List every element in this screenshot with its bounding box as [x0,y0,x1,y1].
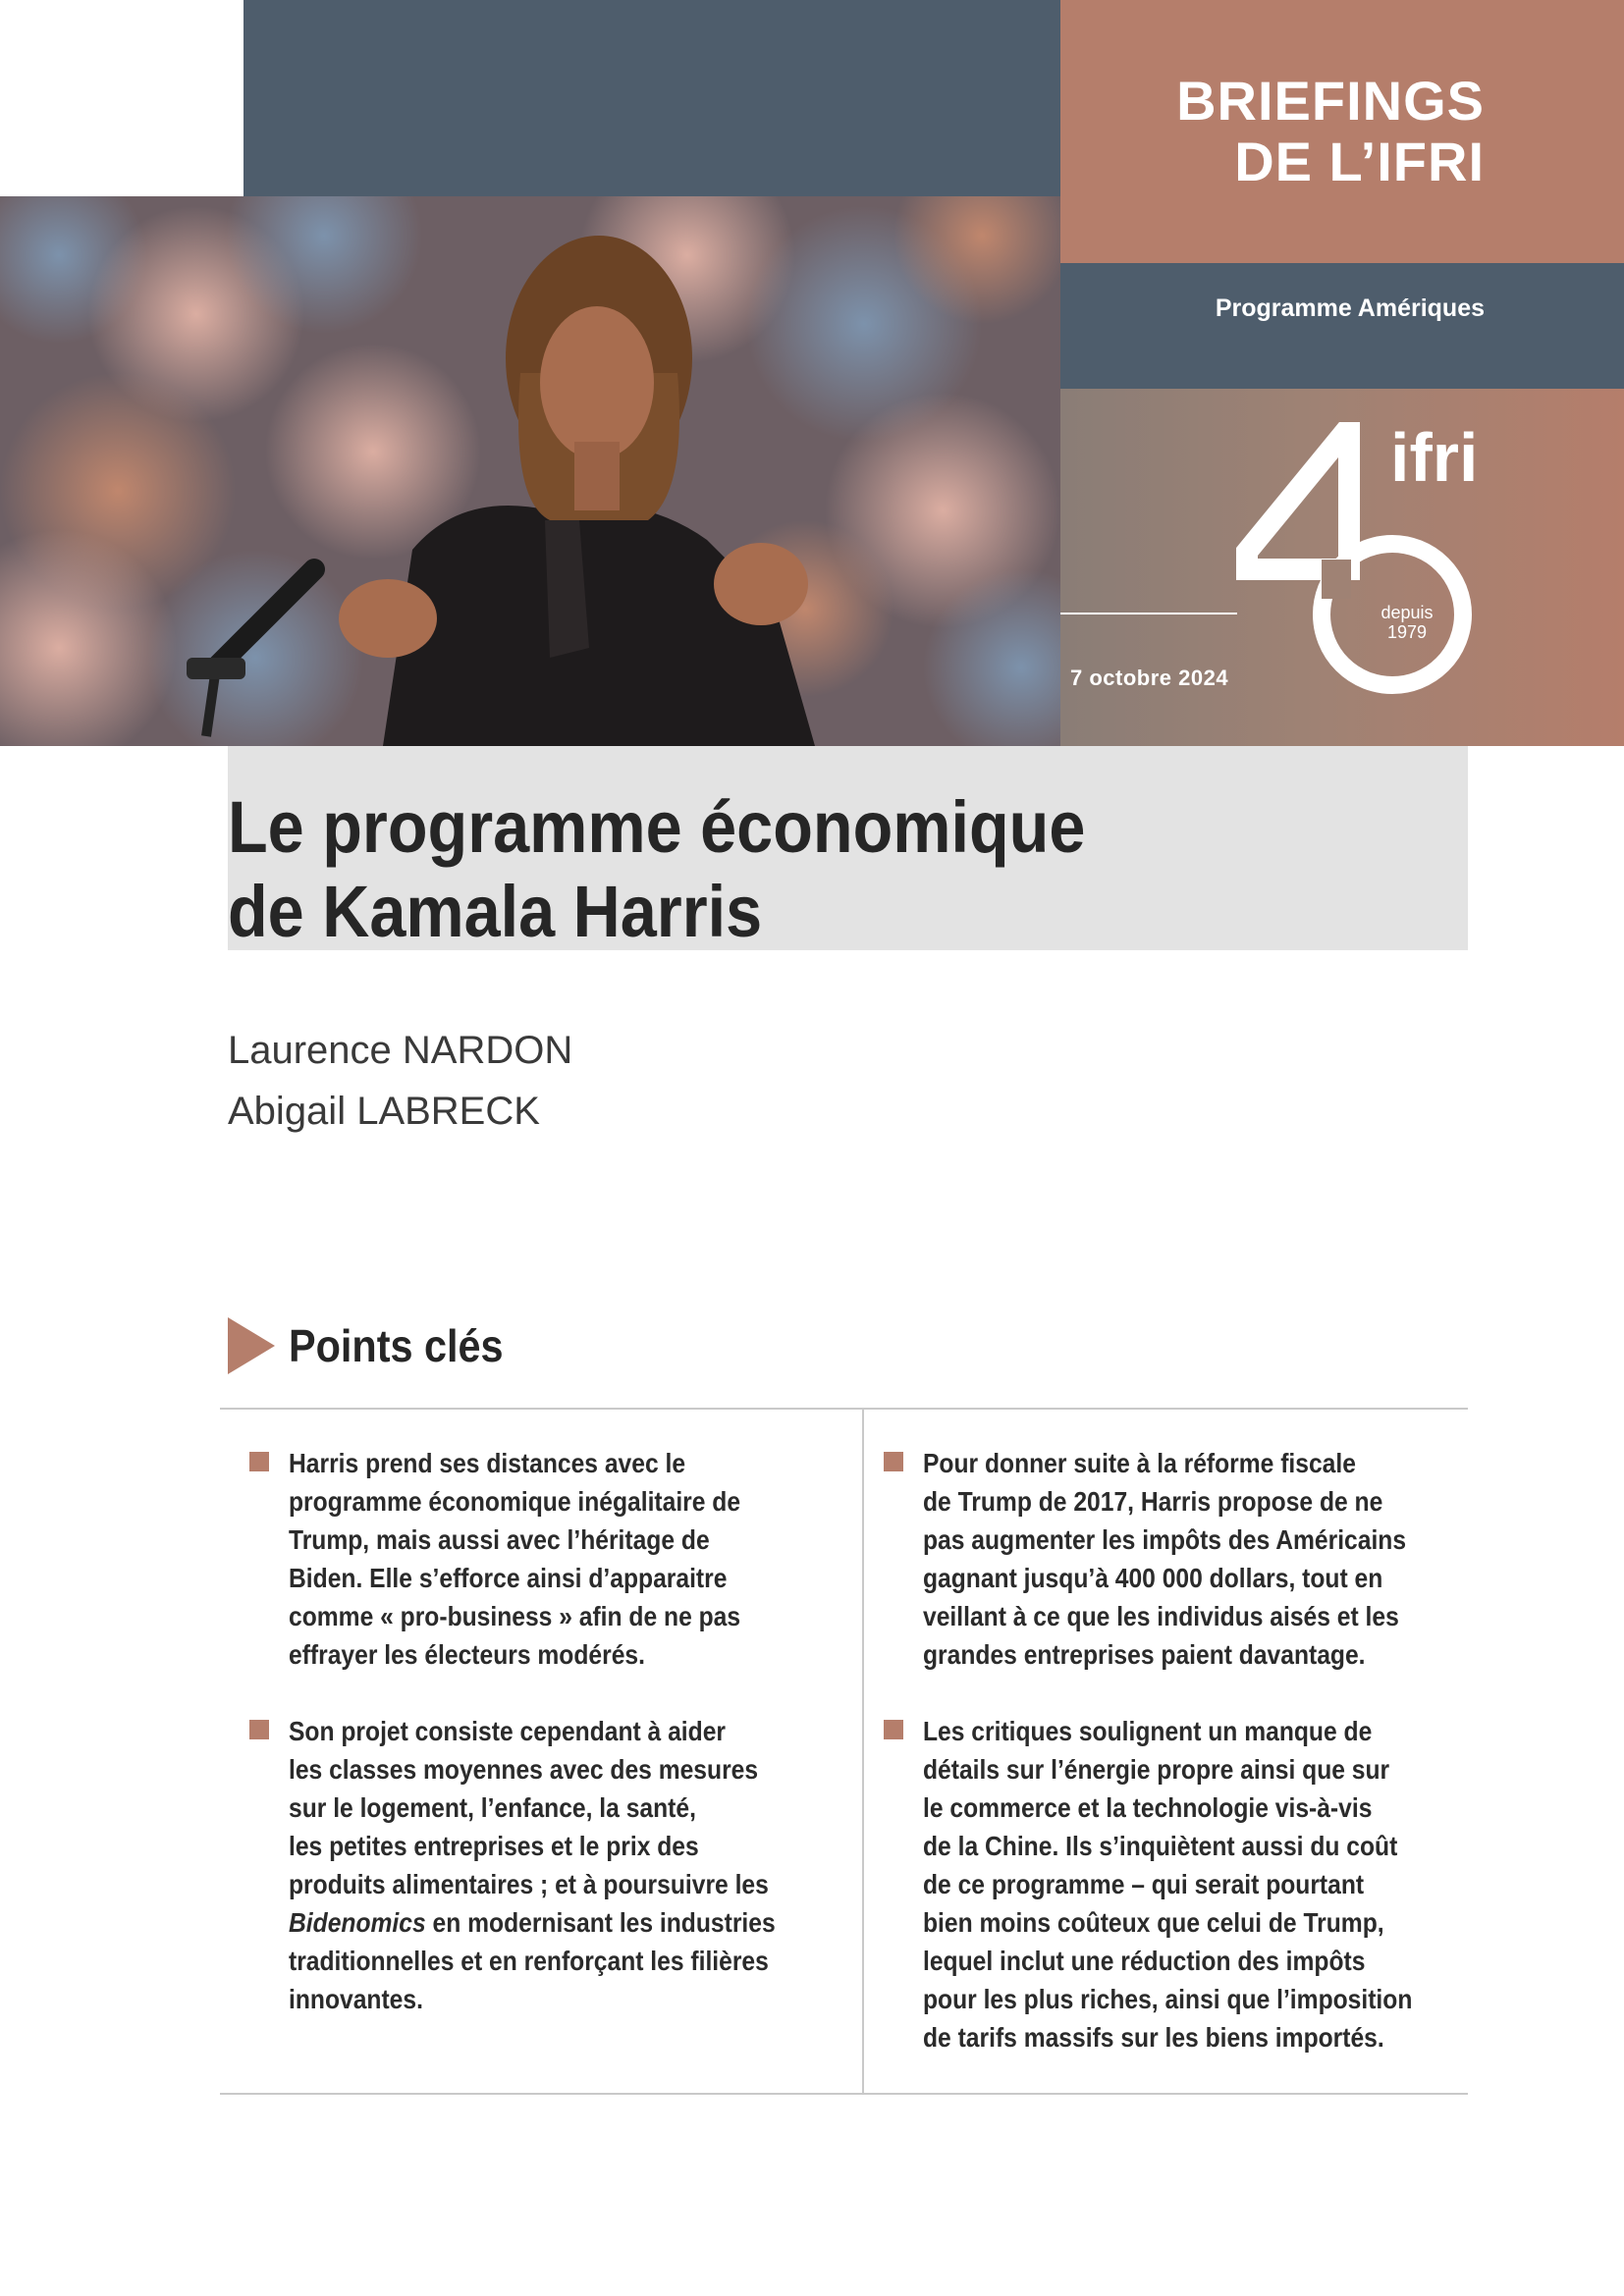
text-line: gagnant jusqu’à 400 000 dollars, tout en [923,1563,1383,1593]
text-line: Harris prend ses distances avec le [289,1448,686,1478]
document-title-line1: Le programme économique [228,786,1086,868]
series-title-line2: DE L’IFRI [1234,131,1485,192]
header-slate-band [244,0,1060,196]
key-points-heading: Points clés [289,1320,504,1371]
text-line: effrayer les électeurs modérés. [289,1639,645,1670]
text-line: innovantes. [289,1984,423,2014]
program-bar [1060,263,1624,389]
publication-date: 7 octobre 2024 [1070,666,1229,690]
section-rule-top [220,1408,1468,1410]
text-line: Son projet consiste cependant à aider [289,1716,727,1746]
key-point-text [923,1444,1424,1674]
key-point-text [289,1444,782,1674]
logo-since-label: depuis [1380,603,1434,622]
play-arrow-icon [228,1317,275,1374]
ifri-40-logo-icon [1227,422,1492,717]
logo-wordmark: ifri [1390,422,1479,496]
key-point-text [923,1712,1424,2056]
text-line: grandes entreprises paient davantage. [923,1639,1366,1670]
text-line: comme « pro-business » afin de ne pas [289,1601,741,1631]
square-bullet-icon [249,1452,269,1471]
text-line: programme économique inégalitaire de [289,1486,741,1517]
text-line: traditionnelles et en renforçant les filières [289,1946,769,1976]
text-fragment: en modernisant les industries [425,1907,776,1938]
logo-rule-divider [1060,613,1237,614]
program-label: Programme Amériques [1215,294,1485,322]
series-title [1176,71,1485,192]
column-divider [862,1410,864,2093]
text-line: Biden. Elle s’efforce ainsi d’apparaitre [289,1563,728,1593]
text-line: Les critiques soulignent un manque de [923,1716,1373,1746]
text-line: le commerce et la technologie vis-à-vis [923,1792,1373,1823]
italic-term: Bidenomics [289,1907,426,1938]
square-bullet-icon [884,1452,903,1471]
text-line: détails sur l’énergie propre ainsi que sur [923,1754,1390,1785]
document-title-line2: de Kamala Harris [228,871,763,952]
logo-since-year: 1979 [1386,622,1428,642]
text-line: veillant à ce que les individus aisés et les [923,1601,1399,1631]
document-title [228,785,1200,954]
text-line: Pour donner suite à la réforme fiscale [923,1448,1356,1478]
text-line: lequel inclut une réduction des impôts [923,1946,1366,1976]
text-line: pour les plus riches, ainsi que l’imposition [923,1984,1413,2014]
text-line: Trump, mais aussi avec l’héritage de [289,1524,710,1555]
key-point-text [289,1712,782,2018]
text-line [289,1903,782,1942]
section-rule-bottom [220,2093,1468,2095]
text-line: bien moins coûteux que celui de Trump, [923,1907,1384,1938]
text-line: sur le logement, l’enfance, la santé, [289,1792,696,1823]
author-name: Abigail LABRECK [228,1090,540,1133]
speaker-photo-illustration [0,196,1060,746]
text-line: de la Chine. Ils s’inquiètent aussi du coût [923,1831,1398,1861]
square-bullet-icon [249,1720,269,1739]
series-title-line1: BRIEFINGS [1176,70,1485,132]
text-line: produits alimentaires ; et à poursuivre les [289,1869,769,1899]
text-line: les classes moyennes avec des mesures [289,1754,759,1785]
author-name: Laurence NARDON [228,1029,573,1072]
text-line: de Trump de 2017, Harris propose de ne [923,1486,1383,1517]
text-line: de tarifs massifs sur les biens importés. [923,2022,1384,2053]
hero-photo [0,196,1060,746]
text-line: les petites entreprises et le prix des [289,1831,699,1861]
square-bullet-icon [884,1720,903,1739]
text-line: de ce programme – qui serait pourtant [923,1869,1365,1899]
text-line: pas augmenter les impôts des Américains [923,1524,1407,1555]
